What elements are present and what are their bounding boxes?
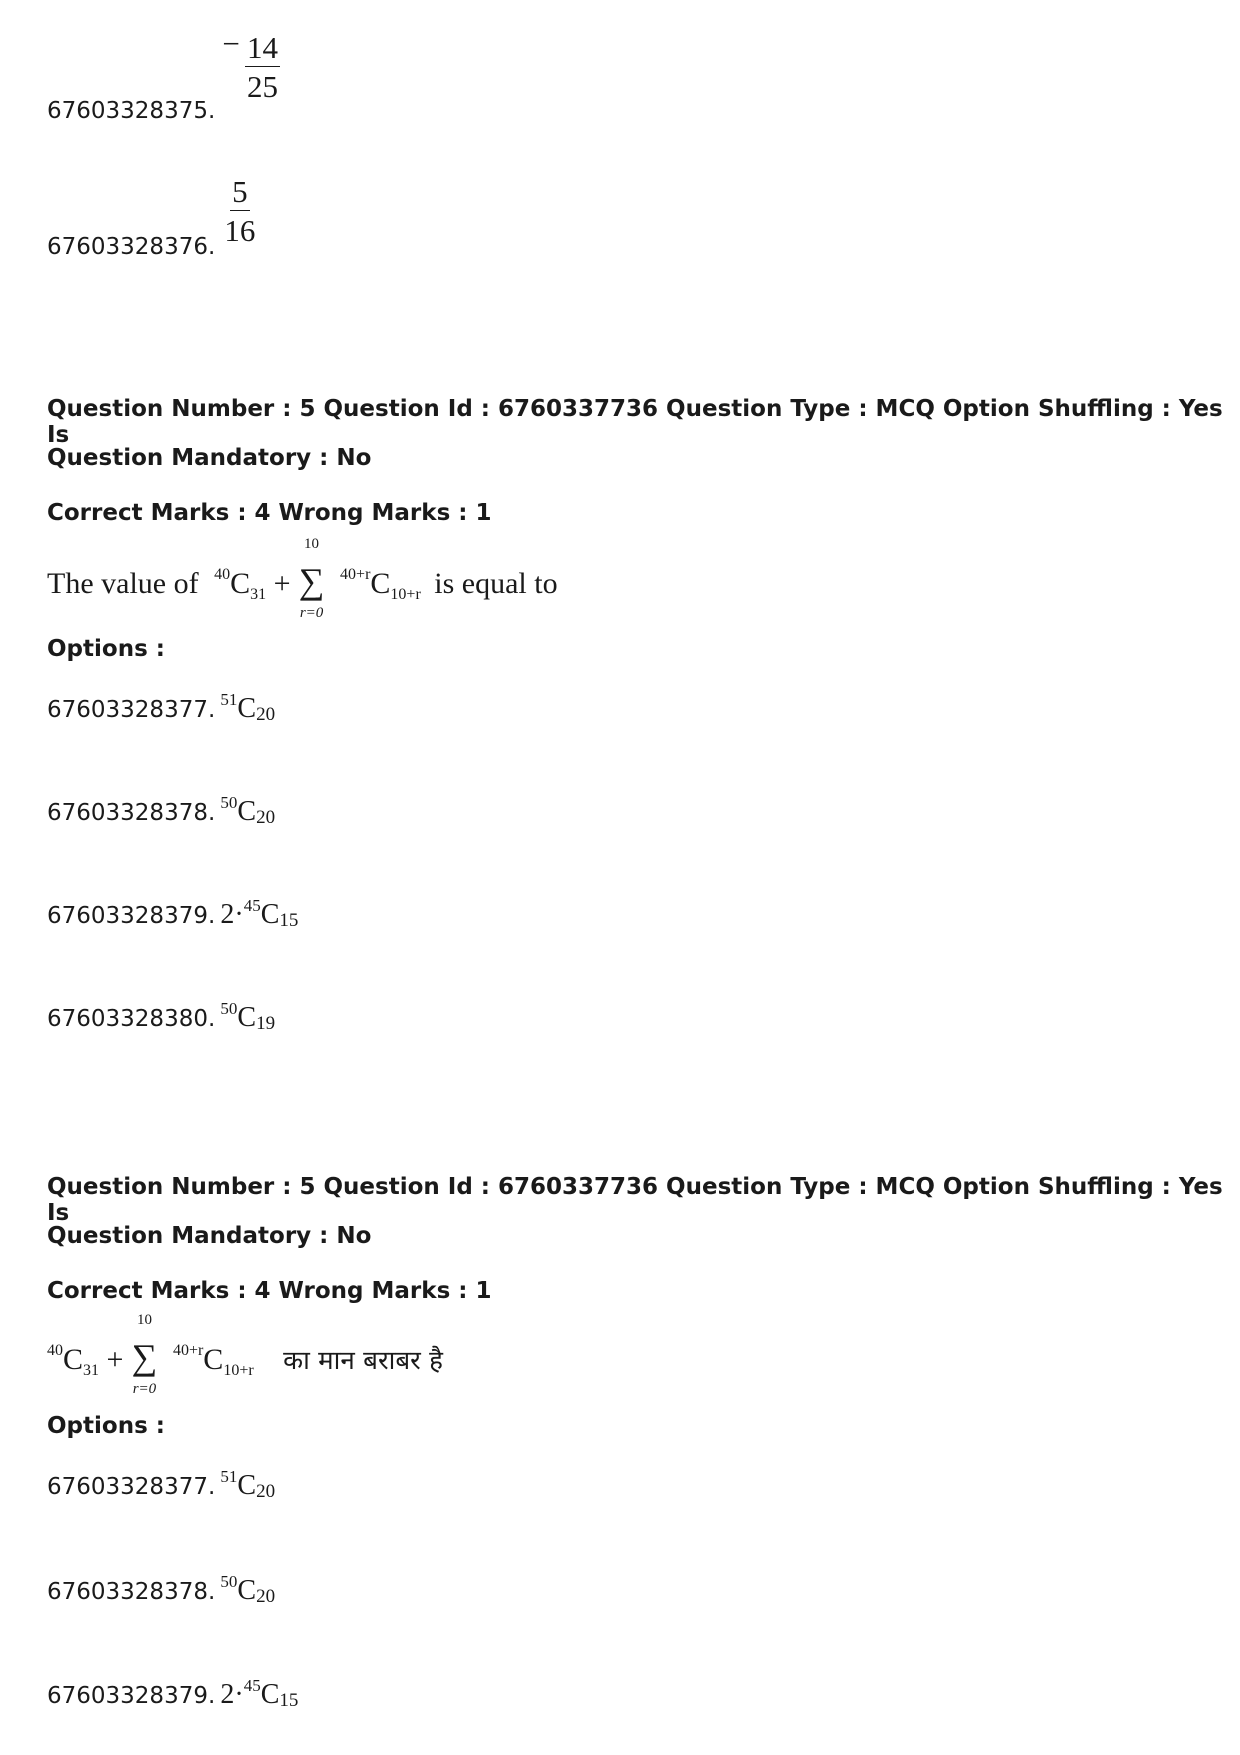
formula-sub: 31 [83,1362,100,1379]
sigma-symbol [295,536,329,621]
option-id: 67603328378. [47,1579,216,1605]
fraction-denominator: 16 [224,213,256,248]
question-text-post: is equal to [434,567,558,600]
option-sub: 20 [256,704,276,725]
option-id: 67603328379. [47,1683,216,1709]
formula-sup: 40+r [172,1342,204,1359]
plus-sign: + [106,1343,124,1376]
formula-sub: 10+r [223,1362,254,1379]
options-label: Options : [47,1413,165,1439]
sigma-glyph: ∑ [131,1337,158,1377]
option-id: 67603328378. [47,800,216,826]
option-id: 67603328377. [47,1474,216,1500]
option-row [47,1467,275,1503]
question-text-pre: The value of [47,567,199,600]
question-marks: Correct Marks : 4 Wrong Marks : 1 [47,500,492,526]
option-sub: 15 [279,910,299,931]
option-formula: $2\cdot^{45}C_{15}$ [220,896,299,931]
fraction [224,176,255,246]
option-sup: 50 [220,793,238,812]
formula-sup: 40+r [340,566,371,583]
option-coef: 2· [220,899,244,930]
sigma-symbol [127,1312,161,1397]
plus-sign: + [273,567,291,600]
option-sup: 45 [243,896,261,915]
question-header: Question Mandatory : No [47,1223,372,1249]
sigma-lower: r=0 [299,605,324,621]
fraction [245,32,280,102]
option-formula: $^{50}C_{20}$ [220,1572,276,1607]
formula-letter: C [370,567,391,600]
formula-letter: C [230,567,251,600]
fraction-numerator: 5 [232,174,248,209]
sigma-upper: 10 [136,1312,152,1328]
option-formula: $^{50}C_{19}$ [220,999,276,1034]
option-id: 67603328377. [47,697,216,723]
minus-sign: − [222,26,240,61]
sigma-lower: r=0 [132,1381,157,1397]
option-formula: $^{50}C_{20}$ [220,793,276,828]
option-sup: 51 [220,1467,238,1486]
sigma-upper: 10 [304,536,320,552]
formula-sup: 40 [214,566,231,583]
option-row [47,174,256,260]
option-formula: $^{51}C_{20}$ [220,1467,276,1502]
option-row [47,1572,275,1608]
option-sub: 19 [256,1013,276,1034]
question-header: Question Number : 5 Question Id : 6760337736 Question Type : MCQ Option Shuffling : Yes Is [47,396,1223,448]
fraction-denominator: 25 [246,69,278,104]
sigma-glyph: ∑ [298,561,325,601]
option-sup: 50 [220,999,238,1018]
option-row [47,896,298,932]
formula-sub: 31 [250,586,267,603]
formula-letter: C [63,1343,84,1376]
question-header: Question Number : 5 Question Id : 6760337736 Question Type : MCQ Option Shuffling : Yes Is [47,1174,1223,1226]
question-text-post: का मान बराबर है [283,1346,443,1376]
option-id: 67603328380. [47,1006,216,1032]
question-marks: Correct Marks : 4 Wrong Marks : 1 [47,1278,492,1304]
formula-sub: 10+r [390,586,421,603]
option-formula: $^{51}C_{20}$ [220,690,276,725]
option-formula: $2\cdot^{45}C_{15}$ [220,1676,299,1711]
option-sub: 20 [256,807,276,828]
options-label: Options : [47,636,165,662]
question-header: Question Mandatory : No [47,445,372,471]
formula-sup: 40 [47,1342,63,1359]
option-sup: 45 [243,1676,261,1695]
option-sub: 20 [256,1481,276,1502]
option-row [47,793,275,829]
option-row [47,999,275,1035]
option-row [47,26,280,124]
option-id: 67603328376. [47,234,216,260]
option-coef: 2· [220,1679,244,1710]
option-sup: 50 [220,1572,238,1591]
option-sub: 20 [256,1586,276,1607]
question-text [47,1312,443,1397]
fraction-numerator: 14 [246,30,278,65]
option-sub: 15 [279,1690,299,1711]
option-id: 67603328379. [47,903,216,929]
option-id: 67603328375. [47,98,216,124]
option-row [47,1676,298,1712]
option-sup: 51 [220,690,238,709]
option-row [47,690,275,726]
question-text [47,536,558,621]
formula-letter: C [203,1343,224,1376]
